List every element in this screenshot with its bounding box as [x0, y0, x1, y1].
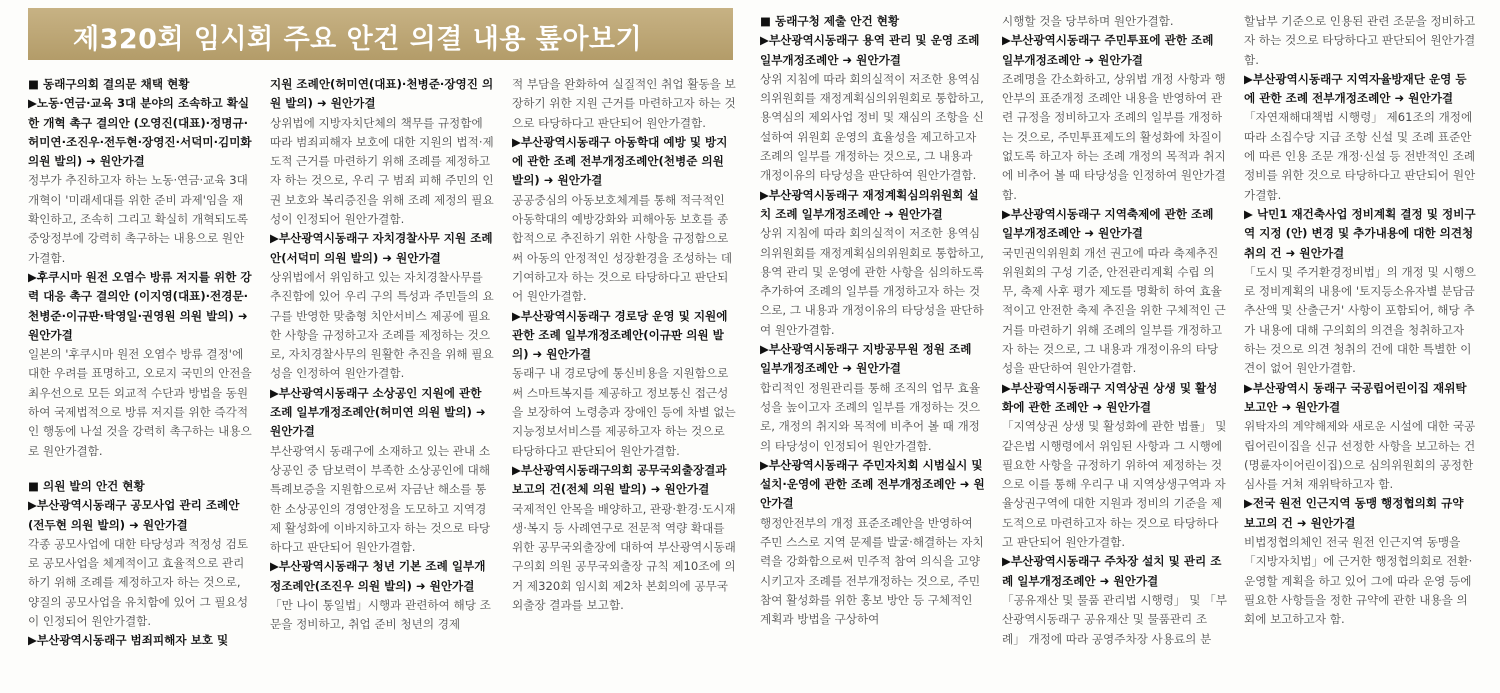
agenda-item-heading: ▶노동·연금·교육 3대 분야의 조속하고 확실한 개혁 촉구 결의안 (오영진(대표)·정명규·허미연·조진우·전두현·장영진·서덕미·김미화 의원 발의) ➜ 원안가결 — [28, 96, 252, 169]
agenda-item-heading: ▶부산광역시동래구 지역축제에 관한 조례 일부개정조례안 ➜ 원안가결 — [1002, 206, 1214, 241]
article-column-4 — [760, 12, 986, 687]
agenda-item-body: 조례명을 간소화하고, 상위법 개정 사항과 행안부의 표준개정 조례안 내용을 반영하여 관련 규정을 정비하고자 조례의 일부를 개정하는 것으로, 주민투표제도의 활성화에 차질이 없도록 하고자 하는 조례 개정의 목적과 취지에 비추어 볼 때 타당성을 인정하여 원안가결함. — [1002, 71, 1226, 202]
agenda-item-heading: ▶부산광역시동래구 범죄피해자 보호 및 — [28, 633, 229, 648]
agenda-item-heading: ▶부산광역시동래구 청년 기본 조례 일부개정조례안(조진우 의원 발의) ➜ 원안가결 — [270, 559, 486, 593]
agenda-item-heading: ▶부산광역시동래구 주민자치회 시범실시 및 설치·운영에 관한 조례 전부개정조례안 ➜ 원안가결 — [760, 457, 985, 511]
agenda-item-heading: ▶부산광역시동래구의회 공무국외출장결과 보고의 건(전체 의원 발의) ➜ 원안가결 — [512, 462, 727, 497]
agenda-item-heading: ▶부산광역시동래구 지역자율방재단 운영 등에 관한 조례 전부개정조례안 ➜ 원안가결 — [1244, 71, 1467, 106]
agenda-item-heading: 지원 조례안(허미연(대표)·천병준·장영진 의원 발의) ➜ 원안가결 — [270, 77, 494, 111]
agenda-item-heading: ▶전국 원전 인근지역 동맹 행정협의회 규약 보고의 건 ➜ 원안가결 — [1244, 496, 1464, 530]
section-heading: ■ 동래구의회 결의문 채택 현황 — [28, 77, 190, 91]
agenda-item-heading: ▶부산광역시 동래구 국공립어린이집 재위탁 보고안 ➜ 원안가결 — [1244, 380, 1467, 414]
title-banner — [28, 8, 733, 60]
agenda-item-body: 국민권익위원회 개선 권고에 따라 축제추진위원회의 구성 기준, 안전관리계획 수립 의무, 축제 사후 평가 제도를 명확히 하여 효율적이고 안전한 축제 추진을 위한 구체적인 근거를 마련하기 위해 조례의 일부를 개정하고자 하는 것으로, 그 내용과 개정이유의 타당성을 판단하여 원안가결함. — [1002, 245, 1226, 376]
agenda-item-heading: ▶부산광역시동래구 소상공인 지원에 관한 조례 일부개정조례안(허미연 의원 발의) ➜ 원안가결 — [270, 385, 486, 439]
agenda-item-body: 「자연재해대책법 시행령」 제61조의 개정에 따라 소집수당 지급 조항 신설 및 조례 표준안에 따른 인용 조문 개정·신설 등 전반적인 조례 정비를 위한 것으로 타당하다고 판단되어 원안가결함. — [1244, 110, 1476, 202]
agenda-item-heading: ▶부산광역시동래구 경로당 운영 및 지원에 관한 조례 일부개정조례안(이규판 의원 발의) ➜ 원안가결 — [512, 308, 728, 362]
article-column-5 — [1002, 12, 1228, 687]
agenda-item-body: 공공중심의 아동보호체계를 통해 적극적인 아동학대의 예방강화와 피해아동 보호를 종합적으로 추진하기 위한 사항을 규정함으로써 아동의 안정적인 성장환경을 조성하는 데 기여하고자 하는 것으로 타당하다고 판단되어 원안가결함. — [512, 192, 733, 304]
agenda-item-body: 국제적인 안목을 배양하고, 관광·환경·도시재생·복지 등 사례연구로 전문적 역량 확대를 위한 공무국외출장에 대하여 부산광역시동래구의회 의원 공무국외출장 규칙 제10조에 의거 제320회 임시회 제2차 본회의에 공무국외출장 결과를 보고함. — [512, 501, 736, 613]
agenda-item-heading: ▶부산광역시동래구 공모사업 관리 조례안(전두현 의원 발의) ➜ 원안가결 — [28, 498, 240, 532]
agenda-item-body: 「지역상권 상생 및 활성화에 관한 법률」 및 같은법 시행령에서 위임된 사항과 그 시행에 필요한 사항을 규정하기 위하여 제정하는 것으로 이를 통해 우리구 내 지역상생구역과 자율상권구역에 대한 지원과 정비의 기준을 제도적으로 마련하고자 하는 것으로 타당하다고 판단되어 원안가결함. — [1002, 419, 1227, 550]
agenda-item-body: 위탁자의 계약해제와 새로운 시설에 대한 국공립어린이집을 신규 선정한 사항을 보고하는 건(명륜자이어린이집)으로 심의위원회의 공정한 심사를 거쳐 재위탁하고자 함. — [1244, 419, 1476, 492]
agenda-item-heading: ▶부산광역시동래구 지역상권 상생 및 활성화에 관한 조례안 ➜ 원안가결 — [1002, 380, 1218, 414]
agenda-item-body: 부산광역시 동래구에 소재하고 있는 관내 소상공인 중 담보력이 부족한 소상공인에 대해 특례보증을 지원함으로써 자금난 해소를 통한 소상공인의 경영안정을 도모하고 지역경제 활성화에 이바지하고자 하는 것으로 타당하다고 판단되어 원안가결함. — [270, 443, 491, 555]
section-spacer — [28, 461, 254, 477]
section-heading: ■ 의원 발의 안건 현황 — [28, 478, 145, 493]
agenda-item-heading: ▶부산광역시동래구 재정계획심의위원회 설치 조례 일부개정조례안 ➜ 원안가결 — [760, 187, 979, 221]
agenda-item-body: 「공유재산 및 물품 관리법 시행령」 및 「부산광역시동래구 공유재산 및 물품관리 조례」 개정에 따라 공영주차장 사용료의 분 — [1002, 592, 1227, 646]
agenda-item-body: 행정안전부의 개정 표준조례안을 반영하여 주민 스스로 지역 문제를 발굴·해결하는 자치력을 강화함으로써 민주적 참여 의식을 고양시키고자 조례를 전부개정하는 것으로, 주민참여 활성화를 위한 홍보 방안 등 구체적인 계획과 방법을 구상하여 — [760, 515, 984, 627]
article-column-1 — [28, 75, 254, 687]
article-column-3 — [512, 75, 738, 687]
agenda-item-body: 「도시 및 주거환경정비법」의 개정 및 시행으로 정비계획의 내용에 '토지등소유자별 분담금 추산액 및 산출근거' 사항이 포함되어, 해당 추가 내용에 대해 구의회의 의견을 청취하고자 하는 것으로 의견 청취의 건에 대한 특별한 이견이 없어 원안가결함. — [1244, 264, 1476, 376]
article-column-2 — [270, 75, 496, 687]
agenda-item-body: 적 부담을 완화하여 실질적인 취업 활동을 보장하기 위한 지원 근거를 마련하고자 하는 것으로 타당하다고 판단되어 원안가결함. — [512, 77, 736, 130]
agenda-item-heading: ▶ 낙민1 재건축사업 정비계획 결정 및 정비구역 지정 (안) 변경 및 추가내용에 대한 의견청취의 건 ➜ 원안가결 — [1244, 206, 1476, 260]
agenda-item-body: 비법정협의체인 전국 원전 인근지역 동맹을 「지방자치법」에 근거한 행정협의회로 전환·운영할 계획을 하고 있어 그에 따라 운영 등에 필요한 사항들을 정한 규약에 관한 내용을 의회에 보고하고자 함. — [1244, 535, 1473, 627]
section-heading: ■ 동래구청 제출 안건 현황 — [760, 14, 900, 28]
page-title: 제320회 임시회 주요 안건 의결 내용 톺아보기 — [73, 24, 643, 55]
agenda-item-body: 시행할 것을 당부하며 원안가결함. — [1002, 14, 1174, 28]
agenda-item-heading: ▶부산광역시동래구 용역 관리 및 운영 조례 일부개정조례안 ➜ 원안가결 — [760, 33, 980, 67]
agenda-item-heading: ▶후쿠시마 원전 오염수 방류 저지를 위한 강력 대응 촉구 결의안 (이지영(대표)·전경문·천병준·이규판·탁영일·권영원 의원 발의) ➜ 원안가결 — [28, 269, 252, 342]
agenda-item-body: 동래구 내 경로당에 통신비용을 지원함으로써 스마트복지를 제공하고 정보통신 접근성을 보장하여 노령층과 장애인 등에 차별 없는 지능정보서비스를 제공하고자 하는 것으로 타당하다고 판단되어 원안가결함. — [512, 366, 736, 458]
agenda-item-body: 상위법에서 위임하고 있는 자치경찰사무를 추진함에 있어 우리 구의 특성과 주민들의 요구를 반영한 맞춤형 치안서비스 제공에 필요한 사항을 규정하고자 조례를 제정하는 것으로, 자치경찰사무의 원활한 추진을 위해 필요성을 인정하여 원안가결함. — [270, 269, 494, 381]
article-column-6 — [1244, 12, 1476, 687]
agenda-item-body: 상위 지침에 따라 회의실적이 저조한 용역심의위원회를 재정계획심의위원회로 통합하고, 용역심의 제외사업 정비 및 재심의 조항을 신설하여 위원회 운영의 효율성을 제고하고자 조례의 일부를 개정하는 것으로, 그 내용과 개정이유의 타당성을 판단하여 원안가결함. — [760, 71, 984, 183]
agenda-item-body: 상위 지침에 따라 회의실적이 저조한 용역심의위원회를 재정계획심의위원회로 통합하고, 용역 관리 및 운영에 관한 사항을 심의하도록 추가하여 조례의 일부를 개정하고자 하는 것으로, 그 내용과 개정이유의 타당성을 판단하여 원안가결함. — [760, 226, 984, 337]
agenda-item-heading: ▶부산광역시동래구 아동학대 예방 및 방지에 관한 조례 전부개정조례안(천병준 의원 발의) ➜ 원안가결 — [512, 134, 728, 188]
agenda-item-heading: ▶부산광역시동래구 주민투표에 관한 조례 일부개정조례안 ➜ 원안가결 — [1002, 33, 1214, 67]
agenda-item-body: 「만 나이 통일법」시행과 관련하여 해당 조문을 정비하고, 취업 준비 청년의 경제 — [270, 598, 491, 632]
agenda-item-heading: ▶부산광역시동래구 지방공무원 정원 조례 일부개정조례안 ➜ 원안가결 — [760, 342, 972, 376]
agenda-item-body: 정부가 추진하고자 하는 노동·연금·교육 3대 개혁이 '미래세대를 위한 준비 과제'임을 재확인하고, 조속히 그리고 확실히 개혁되도록 중앙정부에 강력히 촉구하는 내용으로 원안가결함. — [28, 173, 249, 265]
agenda-item-body: 할납부 기준으로 인용된 관련 조문을 정비하고자 하는 것으로 타당하다고 판단되어 원안가결함. — [1244, 14, 1476, 67]
agenda-item-heading: ▶부산광역시동래구 자치경찰사무 지원 조례안(서덕미 의원 발의) ➜ 원안가결 — [270, 231, 493, 265]
agenda-item-body: 일본의 '후쿠시마 원전 오염수 방류 결정'에 대한 우려를 표명하고, 오로지 국민의 안전을 최우선으로 모든 외교적 수단과 방법을 동원하여 국제법적으로 방류 저지를 위한 즉각적인 행동에 나설 것을 강력히 촉구하는 내용으로 원안가결함. — [28, 347, 252, 458]
agenda-item-heading: ▶부산광역시동래구 주차장 설치 및 관리 조례 일부개정조례안 ➜ 원안가결 — [1002, 554, 1222, 588]
agenda-item-body: 각종 공모사업에 대한 타당성과 적정성 검토로 공모사업을 체계적이고 효율적으로 관리하기 위해 조례를 제정하고자 하는 것으로, 양질의 공모사업을 유치함에 있어 그 필요성이 인정되어 원안가결함. — [28, 536, 249, 629]
agenda-item-body: 상위법에 지방자치단체의 책무를 규정함에 따라 범죄피해자 보호에 대한 지원의 법적·제도적 근거를 마련하기 위해 조례를 제정하고자 하는 것으로, 우리 구 범죄 피해 주민의 인권 보호와 복리증진을 위해 조례 제정의 필요성이 인정되어 원안가결함. — [270, 115, 494, 227]
agenda-item-body: 합리적인 정원관리를 통해 조직의 업무 효율성을 높이고자 조례의 일부를 개정하는 것으로, 개정의 취지와 목적에 비추어 볼 때 개정의 타당성이 인정되어 원안가결함. — [760, 380, 981, 453]
